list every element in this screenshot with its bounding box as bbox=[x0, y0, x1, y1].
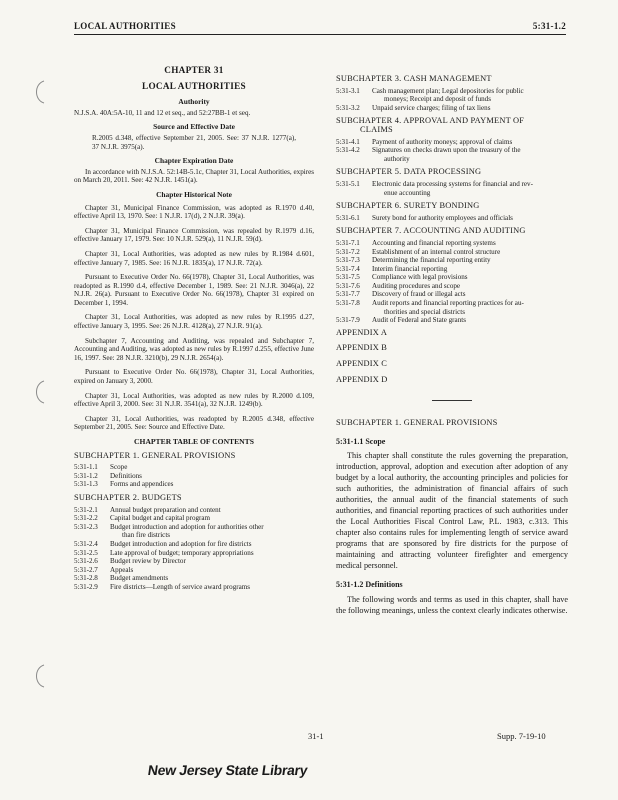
definitions-text: The following words and terms as used in this chapter, shall have the following meanings, unless the context clearly indicates otherwise. bbox=[336, 595, 568, 615]
toc-entry bbox=[336, 138, 568, 147]
toc-entry-number: 5:31-6.1 bbox=[336, 213, 360, 222]
toc-entry-number: 5:31-3.2 bbox=[336, 103, 360, 112]
appendix-list bbox=[336, 329, 568, 384]
toc-entry bbox=[336, 256, 568, 265]
section-divider bbox=[432, 400, 472, 401]
history-note: Subchapter 7, Accounting and Auditing, was repealed and Subchapter 7, Accounting and Auditing, was adopted as new rules by R.1997 d.255, effective June 16, 1997. See: 28 N.J.R. 3210(b), 29 N.J.R. 2654(a). bbox=[74, 336, 314, 362]
toc-entry-title bbox=[110, 523, 314, 540]
scope-text: This chapter shall constitute the rules governing the preparation, introduction, approval, adoption and execution after adoption of any budget by a local authority, the accounting principles and policies for such authorities, the administration of financial affairs of such authorities, the annual audit of the financial statements of such authorities, and financial reporting practices of such authorities under the Local Authorities Fiscal Control Law, P.L. 1983, c.313. This chapter also contains rules for implementing length of service award programs that are sponsored by fire districts for the purpose of maintaining and attracting volunteer firefighter and emergency medical personnel. bbox=[336, 451, 568, 571]
toc-entry-title-line: Accounting and financial reporting systems bbox=[372, 238, 496, 247]
toc-entry bbox=[74, 583, 314, 592]
toc-entry-title bbox=[372, 265, 568, 274]
toc-entry-title-line: Compliance with legal provisions bbox=[372, 273, 468, 282]
appendix-item: APPENDIX C bbox=[336, 359, 388, 369]
toc-entry bbox=[336, 214, 568, 223]
toc-entry-title-line: Budget amendments bbox=[110, 574, 169, 583]
toc-entry-title-line: Cash management plan; Legal depositories for public bbox=[372, 86, 524, 95]
toc-entry-title bbox=[372, 256, 568, 265]
appendix-item: APPENDIX A bbox=[336, 327, 388, 337]
toc-entry bbox=[336, 239, 568, 248]
toc-entry-title bbox=[110, 583, 314, 592]
authority-heading: Authority bbox=[178, 97, 210, 107]
history-note: Pursuant to Executive Order No. 66(1978), Chapter 31, Local Authorities, expired on January 3, 2000. bbox=[74, 368, 314, 386]
toc-entry-number: 5:31-2.7 bbox=[74, 565, 98, 574]
toc-entry-number: 5:31-7.1 bbox=[336, 238, 360, 247]
toc-entry-title bbox=[110, 514, 314, 523]
subchapter-title: SUBCHAPTER 5. DATA PROCESSING bbox=[336, 167, 482, 177]
left-column bbox=[74, 66, 314, 592]
toc-right bbox=[336, 75, 568, 325]
source-heading: Source and Effective Date bbox=[153, 122, 235, 132]
supplement-date: Supp. 7-19-10 bbox=[497, 731, 546, 741]
right-column bbox=[336, 70, 568, 616]
toc-entry-title-line: Audit reports and financial reporting practices for au- bbox=[372, 299, 524, 308]
toc-entry-title-line: Late approval of budget; temporary appropriations bbox=[110, 548, 254, 557]
subchapter-title: SUBCHAPTER 1. GENERAL PROVISIONS bbox=[74, 450, 236, 460]
toc-entry-title-line: Annual budget preparation and content bbox=[110, 505, 221, 514]
subchapter-title: SUBCHAPTER 4. APPROVAL AND PAYMENT OF bbox=[336, 116, 525, 126]
authority-text: N.J.S.A. 40A:5A-10, 11 and 12 et seq., and 52:27BB-1 et seq. bbox=[74, 108, 251, 117]
toc-entry bbox=[74, 566, 314, 575]
toc-entry-title bbox=[372, 299, 568, 316]
toc-entry-number: 5:31-2.1 bbox=[74, 505, 98, 514]
toc-entry-number: 5:31-4.1 bbox=[336, 137, 360, 146]
toc-entry-title-cont: thorities and special districts bbox=[384, 307, 465, 316]
toc-entry-number: 5:31-7.4 bbox=[336, 264, 360, 273]
toc-entry bbox=[336, 316, 568, 325]
toc-entry-title bbox=[372, 282, 568, 291]
binder-hole-mark bbox=[30, 662, 50, 690]
subchapter-1-heading: SUBCHAPTER 1. GENERAL PROVISIONS bbox=[336, 418, 498, 428]
toc-entry bbox=[74, 463, 314, 472]
toc-entry-number: 5:31-2.6 bbox=[74, 557, 98, 566]
history-notes bbox=[74, 204, 314, 432]
toc-left bbox=[74, 452, 314, 592]
toc-entry-title bbox=[110, 574, 314, 583]
toc-entry bbox=[336, 248, 568, 257]
toc-entry-title bbox=[110, 540, 314, 549]
toc-entry bbox=[336, 265, 568, 274]
toc-entry-title bbox=[110, 566, 314, 575]
page-number: 31-1 bbox=[308, 731, 324, 741]
history-note: Chapter 31, Local Authorities, was adopted as new rules by R.1984 d.601, effective January 7, 1985. See: 16 N.J.R. 1835(a), 17 N.J.R. 72(a). bbox=[74, 249, 314, 267]
subchapter-title-cont: CLAIMS bbox=[360, 124, 393, 134]
binder-hole-mark bbox=[30, 378, 50, 406]
toc-entry-title bbox=[372, 104, 568, 113]
toc-entry-number: 5:31-7.3 bbox=[336, 256, 360, 265]
toc-entry bbox=[336, 299, 568, 316]
toc-entry-number: 5:31-2.2 bbox=[74, 514, 98, 523]
history-note: Chapter 31, Local Authorities, was adopted as new rules by R.2000 d.109, effective April 3, 2000. See: 31 N.J.R. 3541(a), 32 N.J.R. 1249(b). bbox=[74, 391, 314, 409]
toc-entry bbox=[336, 282, 568, 291]
toc-entry-title-line: Electronic data processing systems for financial and rev- bbox=[372, 179, 533, 188]
toc-entry-number: 5:31-4.2 bbox=[336, 146, 360, 155]
toc-entry-title-cont: moneys; Receipt and deposit of funds bbox=[384, 95, 491, 104]
toc-entry-number: 5:31-2.5 bbox=[74, 548, 98, 557]
subchapter-title: SUBCHAPTER 2. BUDGETS bbox=[74, 492, 182, 502]
history-note: Pursuant to Executive Order No. 66(1978), Chapter 31, Local Authorities, was readopted as R.1990 d.4, effective December 1, 1989. See: 21 N.J.R. 3046(a), 22 N.J.R. 26(a). Pursuant to Executive Order No. 66(1978), Chapter 31 expired on December 1, 1994. bbox=[74, 273, 314, 307]
toc-entry-title-line: Appeals bbox=[110, 565, 134, 574]
toc-entry bbox=[336, 273, 568, 282]
toc-entry-number: 5:31-7.5 bbox=[336, 273, 360, 282]
history-note: Chapter 31, Municipal Finance Commission, was repealed by R.1979 d.16, effective January 17, 1979. See: 10 N.J.R. 529(a), 11 N.J.R. 59(d). bbox=[74, 226, 314, 244]
toc-entry-number: 5:31-2.3 bbox=[74, 522, 98, 531]
library-stamp: New Jersey State Library bbox=[146, 762, 309, 778]
binder-hole-mark bbox=[30, 78, 50, 106]
toc-entry-number: 5:31-2.8 bbox=[74, 574, 98, 583]
toc-entry-title bbox=[372, 273, 568, 282]
toc-entry-title bbox=[372, 214, 568, 223]
toc-entry-title-line: Audit of Federal and State grants bbox=[372, 316, 466, 325]
history-heading: Chapter Historical Note bbox=[156, 189, 232, 199]
toc-entry-title-line: Auditing procedures and scope bbox=[372, 281, 461, 290]
toc-entry-number: 5:31-7.8 bbox=[336, 299, 360, 308]
toc-entry-title-cont: than fire districts bbox=[122, 531, 171, 540]
toc-entry bbox=[74, 540, 314, 549]
expiration-heading: Chapter Expiration Date bbox=[154, 156, 234, 166]
toc-entry-number: 5:31-7.7 bbox=[336, 290, 360, 299]
toc-entry-title-line: Discovery of fraud or illegal acts bbox=[372, 290, 466, 299]
chapter-title: LOCAL AUTHORITIES bbox=[142, 80, 246, 91]
toc-entry-number: 5:31-5.1 bbox=[336, 179, 360, 188]
toc-entry bbox=[74, 472, 314, 481]
toc-entry bbox=[74, 506, 314, 515]
toc-heading: CHAPTER TABLE OF CONTENTS bbox=[134, 437, 254, 446]
running-header bbox=[74, 21, 566, 31]
toc-entry-title bbox=[372, 239, 568, 248]
header-rule bbox=[74, 34, 566, 35]
toc-entry-title bbox=[110, 506, 314, 515]
toc-entry-title bbox=[110, 549, 314, 558]
toc-entry bbox=[336, 104, 568, 113]
toc-entry-title-line: Payment of authority moneys; approval of claims bbox=[372, 137, 513, 146]
toc-entry-title-line: Determining the financial reporting entity bbox=[372, 256, 491, 265]
toc-entry bbox=[74, 480, 314, 489]
history-note: Chapter 31, Local Authorities, was readopted by R.2005 d.348, effective September 21, 2005. See: Source and Effective Date. bbox=[74, 414, 314, 432]
toc-entry-title bbox=[110, 480, 314, 489]
toc-entry bbox=[336, 180, 568, 197]
toc-entry-title-cont: authority bbox=[384, 154, 410, 163]
toc-entry-title bbox=[110, 463, 314, 472]
subchapter-title: SUBCHAPTER 7. ACCOUNTING AND AUDITING bbox=[336, 226, 526, 236]
toc-entry-number: 5:31-7.6 bbox=[336, 281, 360, 290]
scope-heading: 5:31-1.1 Scope bbox=[336, 436, 386, 446]
toc-entry-title-line: Scope bbox=[110, 463, 128, 472]
toc-entry-title bbox=[372, 180, 568, 197]
toc-entry-title bbox=[372, 290, 568, 299]
toc-entry-title-line: Budget review by Director bbox=[110, 557, 186, 566]
toc-entry-number: 5:31-3.1 bbox=[336, 86, 360, 95]
appendix-item: APPENDIX D bbox=[336, 374, 388, 384]
toc-entry-number: 5:31-2.4 bbox=[74, 539, 98, 548]
toc-entry-title-line: Surety bond for authority employees and officials bbox=[372, 213, 513, 222]
toc-entry-title-line: Fire districts—Length of service award programs bbox=[110, 582, 251, 591]
toc-entry-number: 5:31-1.2 bbox=[74, 471, 98, 480]
toc-entry-number: 5:31-2.9 bbox=[74, 582, 98, 591]
toc-entry-title-line: Capital budget and capital program bbox=[110, 514, 211, 523]
toc-entry-title-line: Definitions bbox=[110, 471, 142, 480]
toc-entry-title-line: Budget introduction and adoption for authorities other bbox=[110, 522, 264, 531]
toc-entry bbox=[336, 146, 568, 163]
expiration-text: In accordance with N.J.S.A. 52:14B-5.1c, Chapter 31, Local Authorities, expires on March 20, 2011. See: 42 N.J.R. 1451(a). bbox=[74, 167, 314, 185]
subchapter-title: SUBCHAPTER 3. CASH MANAGEMENT bbox=[336, 74, 492, 83]
toc-entry-title-cont: enue accounting bbox=[384, 188, 431, 197]
subchapter-title: SUBCHAPTER 6. SURETY BONDING bbox=[336, 201, 480, 211]
toc-entry bbox=[74, 549, 314, 558]
history-note: Chapter 31, Municipal Finance Commission, was adopted as R.1970 d.40, effective April 13, 1970. See: 1 N.J.R. 17(d), 2 N.J.R. 39(a). bbox=[74, 203, 314, 221]
toc-entry bbox=[74, 574, 314, 583]
toc-entry-title-line: Budget introduction and adoption for fire districts bbox=[110, 539, 252, 548]
toc-entry-title-line: Forms and appendices bbox=[110, 480, 174, 489]
toc-entry-title-line: Unpaid service charges; filing of tax liens bbox=[372, 103, 491, 112]
source-text: R.2005 d.348, effective September 21, 2005. See: 37 N.J.R. 1277(a), 37 N.J.R. 3975(a). bbox=[92, 133, 296, 151]
toc-entry-title bbox=[110, 472, 314, 481]
toc-entry bbox=[336, 290, 568, 299]
toc-entry bbox=[74, 523, 314, 540]
toc-entry-title bbox=[372, 248, 568, 257]
toc-entry-title bbox=[372, 316, 568, 325]
toc-entry bbox=[336, 87, 568, 104]
toc-entry-number: 5:31-1.3 bbox=[74, 480, 98, 489]
toc-entry-title-line: Interim financial reporting bbox=[372, 264, 448, 273]
toc-entry-number: 5:31-7.9 bbox=[336, 316, 360, 325]
toc-entry-title bbox=[372, 87, 568, 104]
toc-entry-number: 5:31-7.2 bbox=[336, 247, 360, 256]
chapter-number: CHAPTER 31 bbox=[164, 65, 224, 75]
appendix-item: APPENDIX B bbox=[336, 343, 388, 353]
header-title: LOCAL AUTHORITIES bbox=[74, 21, 176, 31]
history-note: Chapter 31, Local Authorities, was adopted as new rules by R.1995 d.27, effective January 3, 1995. See: 26 N.J.R. 4128(a), 27 N.J.R. 91(a). bbox=[74, 313, 314, 331]
toc-entry-title-line: Signatures on checks drawn upon the treasury of the bbox=[372, 146, 521, 155]
toc-entry-title bbox=[110, 557, 314, 566]
toc-entry-title bbox=[372, 138, 568, 147]
toc-entry bbox=[74, 514, 314, 523]
header-section: 5:31-1.2 bbox=[532, 21, 566, 31]
definitions-heading: 5:31-1.2 Definitions bbox=[336, 580, 403, 590]
toc-entry-title bbox=[372, 146, 568, 163]
toc-entry bbox=[74, 557, 314, 566]
toc-entry-title-line: Establishment of an internal control structure bbox=[372, 247, 501, 256]
toc-entry-number: 5:31-1.1 bbox=[74, 463, 98, 472]
